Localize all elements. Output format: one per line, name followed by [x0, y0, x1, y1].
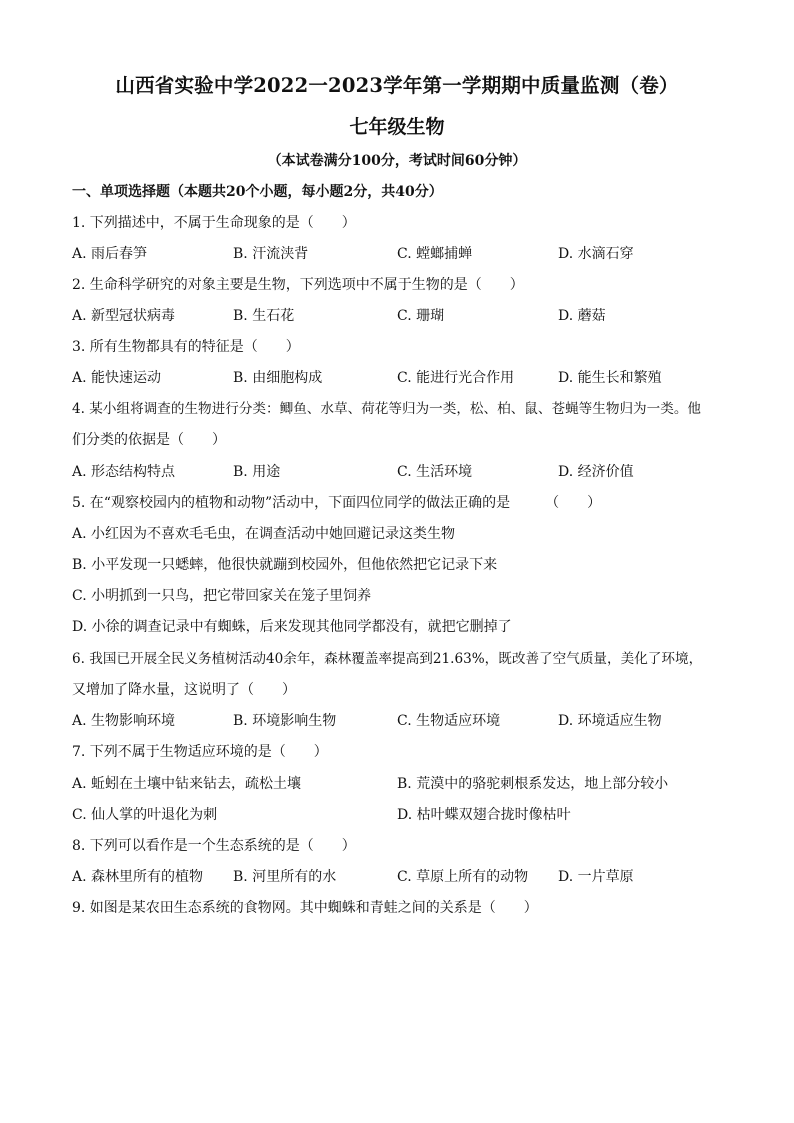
question-6-option-d: D. 环境适应生物	[558, 713, 662, 729]
question-5-option-b: B. 小平发现一只蟋蟀，他很快就蹦到校园外，但他依然把它记录下来	[72, 557, 498, 573]
question-7-stem: 7. 下列不属于生物适应环境的是（ ）	[72, 744, 328, 760]
question-9-stem: 9. 如图是某农田生态系统的食物网。其中蜘蛛和青蛙之间的关系是（ ）	[72, 900, 538, 916]
question-7-option-b: B. 荒漠中的骆驼刺根系发达，地上部分较小	[397, 776, 669, 792]
question-6-stem-line-2: 又增加了降水量，这说明了（ ）	[72, 682, 296, 698]
question-1-option-d: D. 水滴石穿	[558, 246, 634, 262]
question-8-stem: 8. 下列可以看作是一个生态系统的是（ ）	[72, 838, 356, 854]
exam-note: （本试卷满分100分，考试时间60分钟）	[267, 153, 527, 169]
question-3-stem: 3. 所有生物都具有的特征是（ ）	[72, 339, 300, 355]
question-1-option-b: B. 汗流浃背	[233, 246, 309, 262]
question-3-option-d: D. 能生长和繁殖	[558, 370, 662, 386]
question-4-stem-line-1: 4. 某小组将调查的生物进行分类：鲫鱼、水草、荷花等归为一类，松、柏、鼠、苍蝇等生物归为一类。他	[72, 401, 702, 417]
exam-subtitle: 七年级生物	[349, 116, 445, 138]
question-6-option-c: C. 生物适应环境	[397, 713, 501, 729]
question-6-stem-line-1: 6. 我国已开展全民义务植树活动40余年，森林覆盖率提高到21.63%，既改善了空气质量，美化了环境，	[72, 651, 703, 667]
question-8-option-a: A. 森林里所有的植物	[72, 869, 204, 885]
question-6-option-b: B. 环境影响生物	[233, 713, 337, 729]
question-4-option-d: D. 经济价值	[558, 464, 634, 480]
question-7-option-d: D. 枯叶蝶双翅合拢时像枯叶	[397, 807, 571, 823]
question-1-option-a: A. 雨后春笋	[72, 246, 148, 262]
question-2-option-c: C. 珊瑚	[397, 308, 445, 324]
question-2-option-d: D. 蘑菇	[558, 308, 606, 324]
question-5-option-d: D. 小徐的调查记录中有蜘蛛，后来发现其他同学都没有，就把它删掉了	[72, 619, 512, 635]
question-5-stem: 5. 在“观察校园内的植物和动物”活动中，下面四位同学的做法正确的是 （ ）	[72, 495, 602, 511]
question-4-option-b: B. 用途	[233, 464, 281, 480]
question-1-option-c: C. 螳螂捕蝉	[397, 246, 473, 262]
question-2-option-a: A. 新型冠状病毒	[72, 308, 176, 324]
question-3-option-a: A. 能快速运动	[72, 370, 162, 386]
question-3-option-c: C. 能进行光合作用	[397, 370, 515, 386]
question-2-option-b: B. 生石花	[233, 308, 295, 324]
question-4-option-c: C. 生活环境	[397, 464, 473, 480]
question-2-stem: 2. 生命科学研究的对象主要是生物，下列选项中不属于生物的是（ ）	[72, 277, 524, 293]
question-3-option-b: B. 由细胞构成	[233, 370, 323, 386]
question-4-stem-line-2: 们分类的依据是（ ）	[72, 432, 226, 448]
question-7-option-a: A. 蚯蚓在土壤中钻来钻去，疏松土壤	[72, 776, 302, 792]
question-5-option-a: A. 小红因为不喜欢毛毛虫，在调查活动中她回避记录这类生物	[72, 526, 456, 542]
question-8-option-d: D. 一片草原	[558, 869, 634, 885]
exam-title: 山西省实验中学2022一2023学年第一学期期中质量监测（卷）	[115, 74, 679, 97]
question-4-option-a: A. 形态结构特点	[72, 464, 176, 480]
question-7-option-c: C. 仙人掌的叶退化为刺	[72, 807, 218, 823]
question-8-option-c: C. 草原上所有的动物	[397, 869, 529, 885]
question-6-option-a: A. 生物影响环境	[72, 713, 176, 729]
question-1-stem: 1. 下列描述中，不属于生命现象的是（ ）	[72, 215, 356, 231]
section-heading: 一、单项选择题（本题共20个小题，每小题2分，共40分）	[72, 184, 443, 200]
question-8-option-b: B. 河里所有的水	[233, 869, 337, 885]
question-5-option-c: C. 小明抓到一只鸟，把它带回家关在笼子里饲养	[72, 588, 372, 604]
